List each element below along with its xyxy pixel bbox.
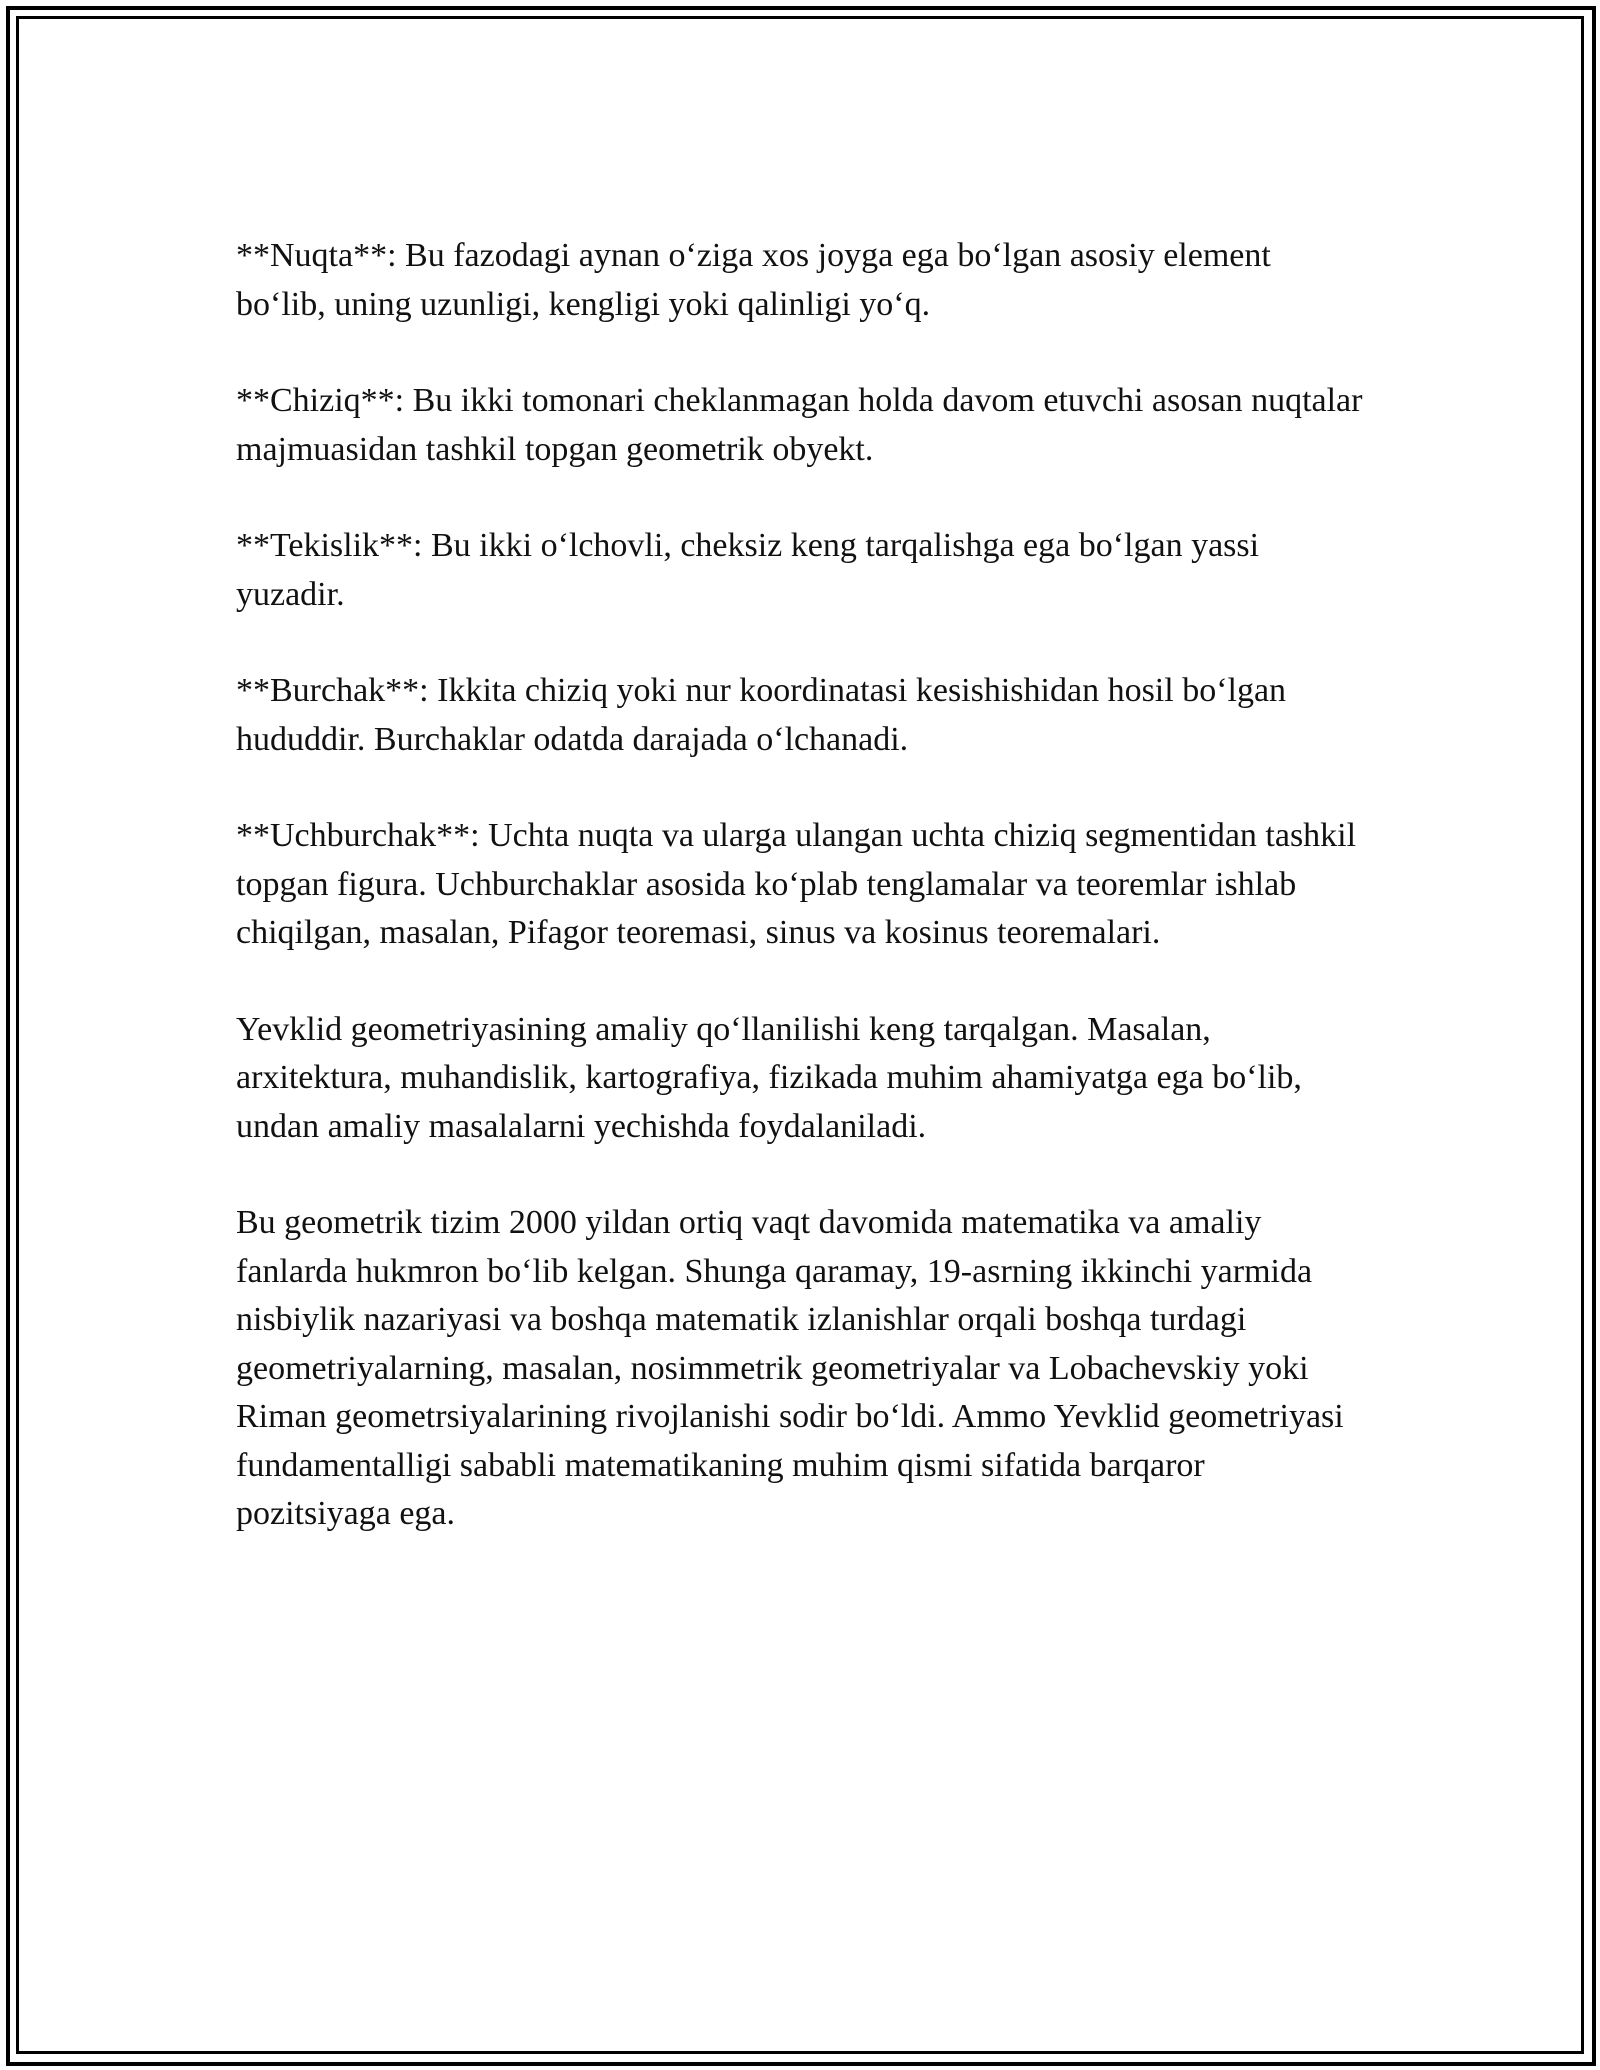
paragraph-tekislik: **Tekislik**: Bu ikki o‘lchovli, cheksiz keng tarqalishga ega bo‘lgan yassi yuzadir. — [236, 527, 1260, 613]
paragraph-chiziq: **Chiziq**: Bu ikki tomonari cheklanmagan holda davom etuvchi asosan nuqtalar majmuasidan tashkil topgan geometrik obyekt. — [236, 382, 1363, 468]
paragraph-uchburchak: **Uchburchak**: Uchta nuqta va ularga ulangan uchta chiziq segmentidan tashkil topgan figura. Uchburchaklar asosida ko‘plab tenglamalar va teoremlar ishlab chiqilgan, masalan, Pifagor teoremasi, sinus va kosinus teoremalari. — [236, 817, 1357, 951]
paragraph-history: Bu geometrik tizim 2000 yildan ortiq vaqt davomida matematika va amaliy fanlarda hukmron bo‘lib kelgan. Shunga qaramay, 19-asrning ikkinchi yarmida nisbiylik nazariyasi va boshqa matematik izlanishlar orqali boshqa turdagi geometriyalarning, masalan, nosimmetrik geometriyalar va Lobachevskiy yoki Riman geometrsiyalarining rivojlanishi sodir bo‘ldi. Ammo Yevklid geometriyasi fundamentalligi sababli matematikaning muhim qismi sifatida barqaror pozitsiyaga ega. — [236, 1204, 1344, 1532]
paragraph-nuqta: **Nuqta**: Bu fazodagi aynan o‘ziga xos joyga ega bo‘lgan asosiy element bo‘lib, uning uzunligi, kengligi yoki qalinligi yo‘q. — [236, 237, 1271, 323]
document-body — [236, 232, 1366, 1587]
paragraph-applications: Yevklid geometriyasining amaliy qo‘llanilishi keng tarqalgan. Masalan, arxitektura, muhandislik, kartografiya, fizikada muhim ahamiyatga ega bo‘lib, undan amaliy masalalarni yechishda foydalaniladi. — [236, 1010, 1302, 1145]
paragraph-burchak: **Burchak**: Ikkita chiziq yoki nur koordinatasi kesishishidan hosil bo‘lgan hududdir. Burchaklar odatda darajada o‘lchanadi. — [236, 672, 1287, 758]
